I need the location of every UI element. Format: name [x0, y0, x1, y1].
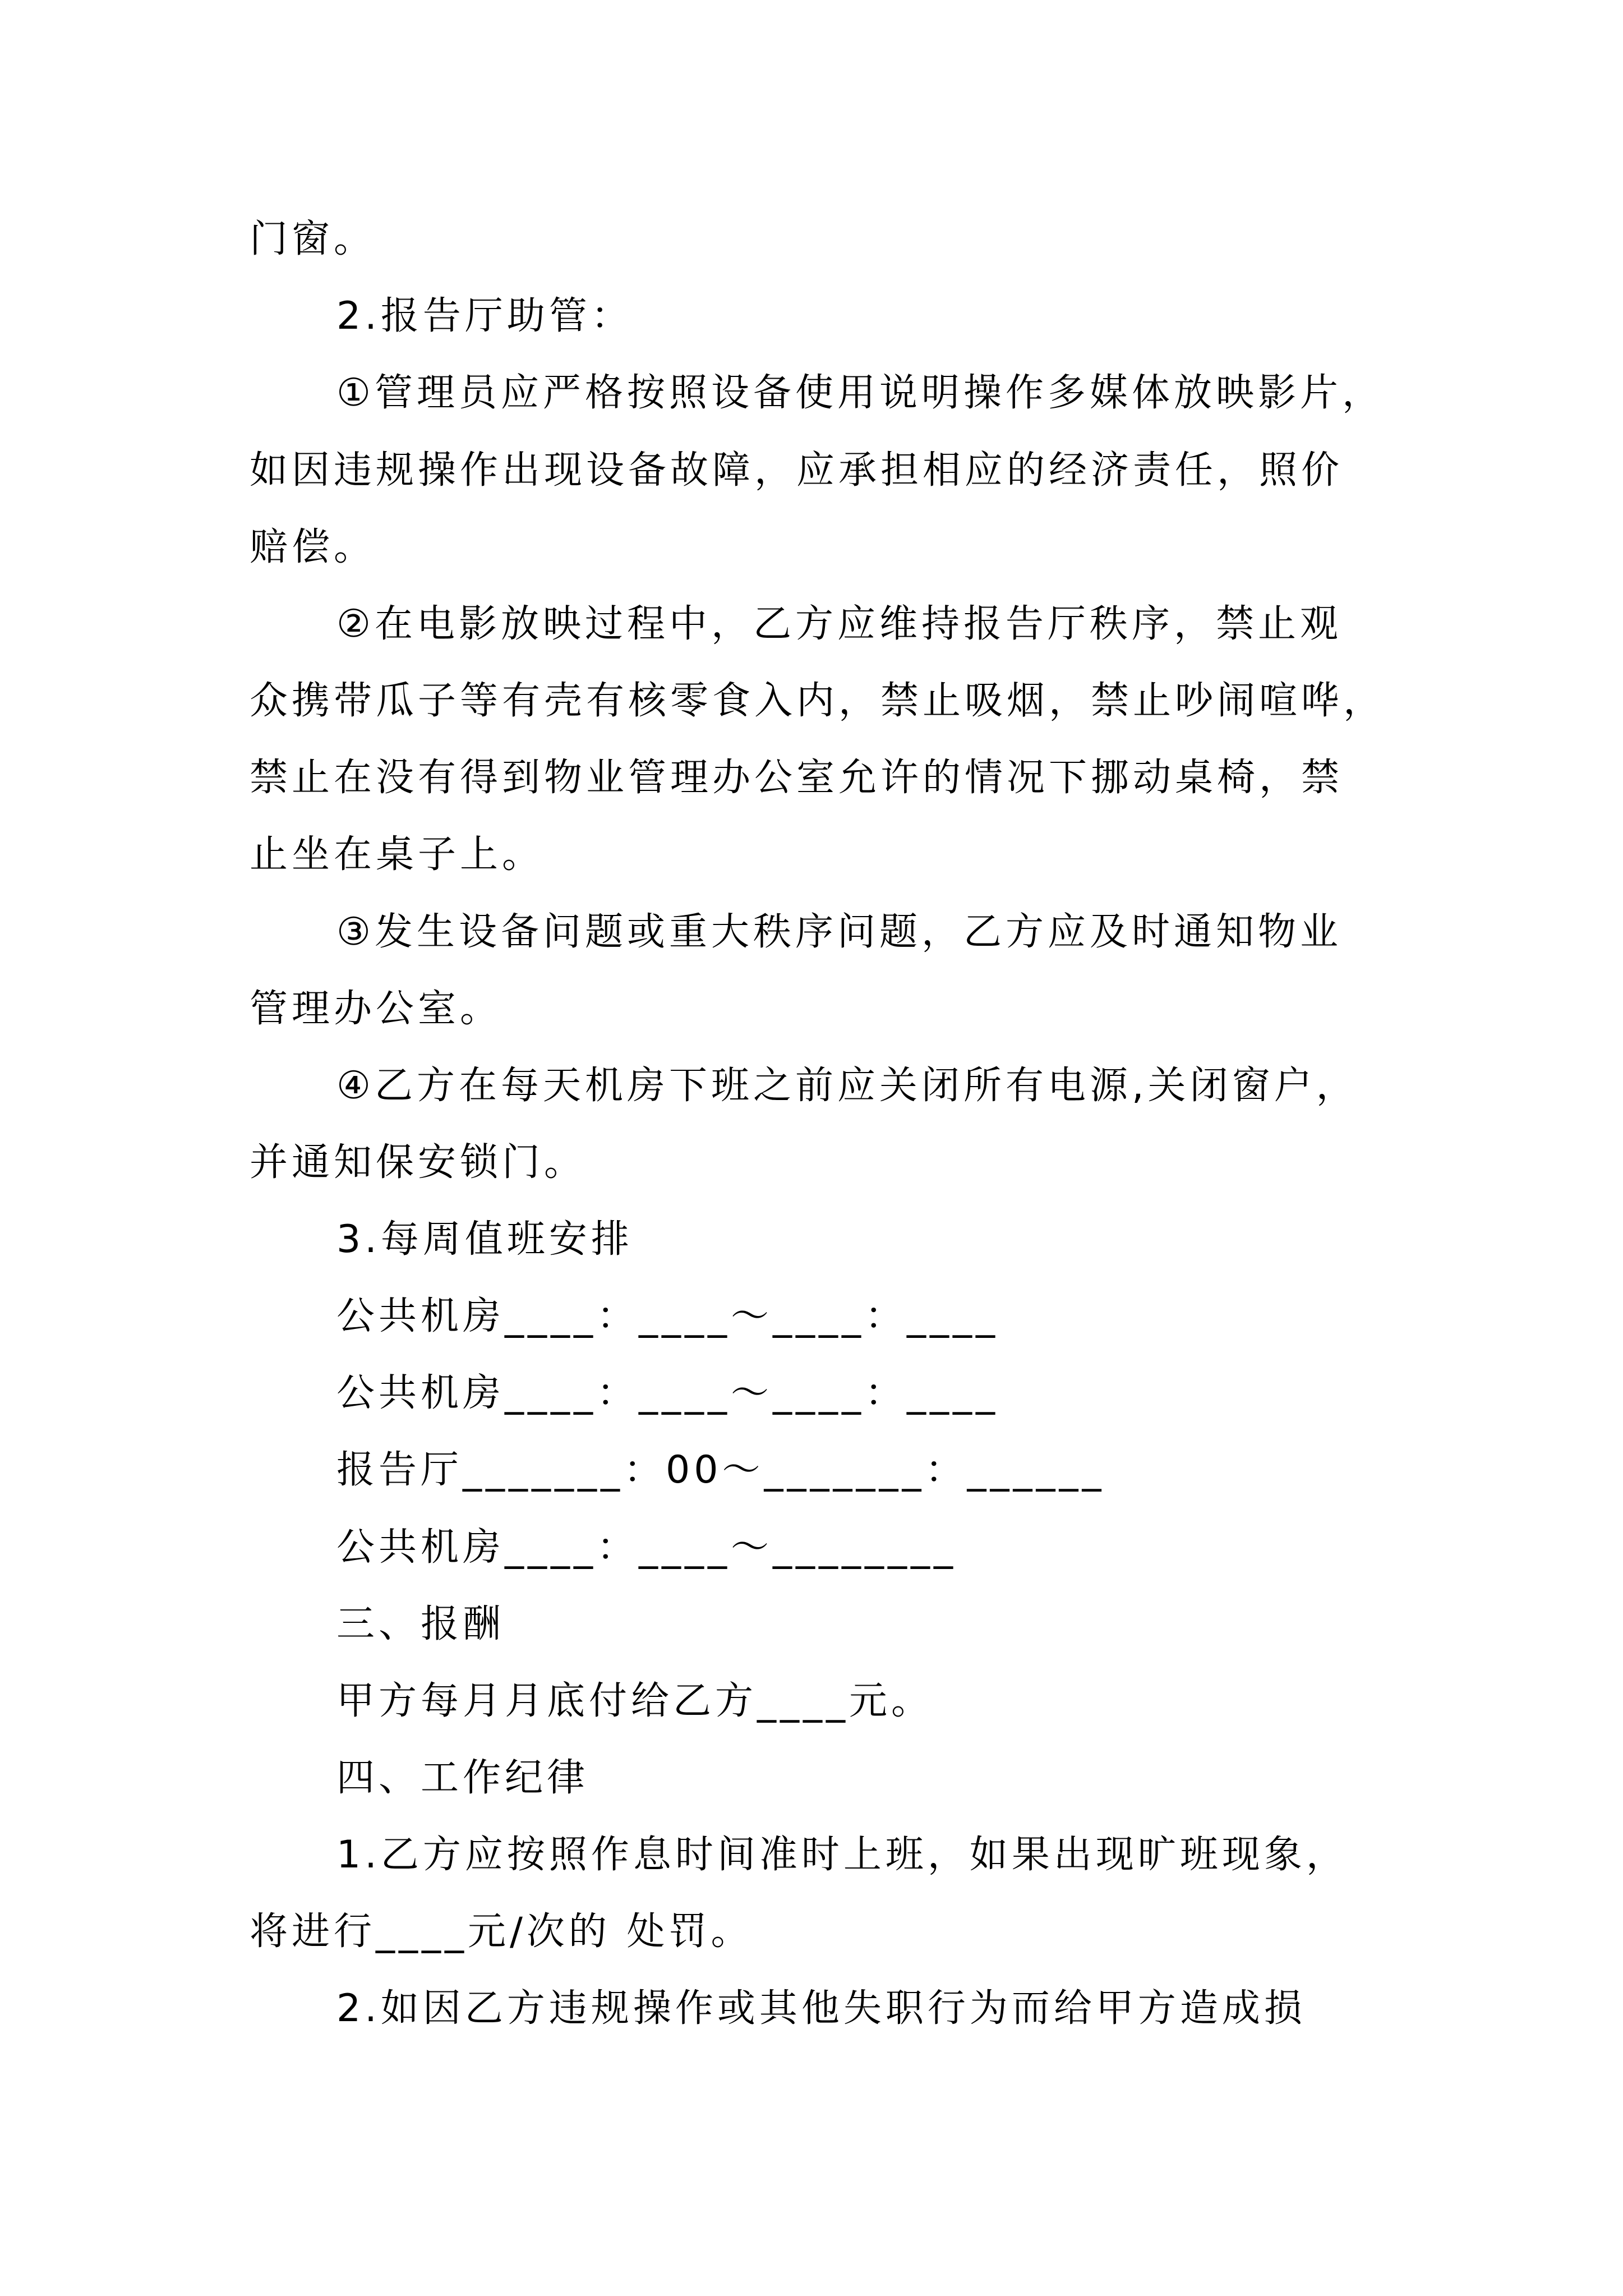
text-line: ①管理员应严格按照设备使用说明操作多媒体放映影片， — [336, 371, 1384, 415]
text-line: 门窗。 — [250, 217, 376, 261]
section-heading: 四、工作纪律 — [336, 1756, 589, 1800]
text-line: ③发生设备问题或重大秩序问题，乙方应及时通知物业 — [336, 910, 1342, 954]
schedule-line: 公共机房____：____～____：____ — [336, 1371, 999, 1415]
text-line: ④乙方在每天机房下班之前应关闭所有电源,关闭窗户， — [336, 1064, 1358, 1108]
text-line: 将进行____元/次的 处罚。 — [250, 1910, 753, 1954]
text-line: 众携带瓜子等有壳有核零食入内，禁止吸烟，禁止吵闹喧哗， — [250, 679, 1386, 723]
section-heading: 2.报告厅助管： — [336, 294, 633, 338]
schedule-line: 公共机房____：____～________ — [336, 1525, 957, 1570]
text-line: 1.乙方应按照作息时间准时上班，如果出现旷班现象， — [336, 1833, 1348, 1877]
text-line: 管理办公室。 — [250, 987, 502, 1031]
text-line: 止坐在桌子上。 — [250, 832, 545, 877]
schedule-line: 公共机房____：____～____：____ — [336, 1294, 999, 1338]
text-line: 并通知保安锁门。 — [250, 1140, 587, 1185]
section-heading: 3.每周值班安排 — [336, 1217, 633, 1262]
section-heading: 三、报酬 — [336, 1602, 505, 1646]
text-line: 如因违规操作出现设备故障，应承担相应的经济责任，照价 — [250, 448, 1344, 493]
text-line: 禁止在没有得到物业管理办公室允许的情况下挪动桌椅，禁 — [250, 756, 1344, 800]
text-line: 2.如因乙方违规操作或其他失职行为而给甲方造成损 — [336, 1986, 1306, 2031]
text-line: ②在电影放映过程中，乙方应维持报告厅秩序，禁止观 — [336, 602, 1342, 646]
schedule-line: 报告厅_______：00～_______：______ — [336, 1448, 1105, 1492]
text-line: 赔偿。 — [250, 525, 376, 569]
text-line: 甲方每月月底付给乙方____元。 — [336, 1679, 934, 1723]
